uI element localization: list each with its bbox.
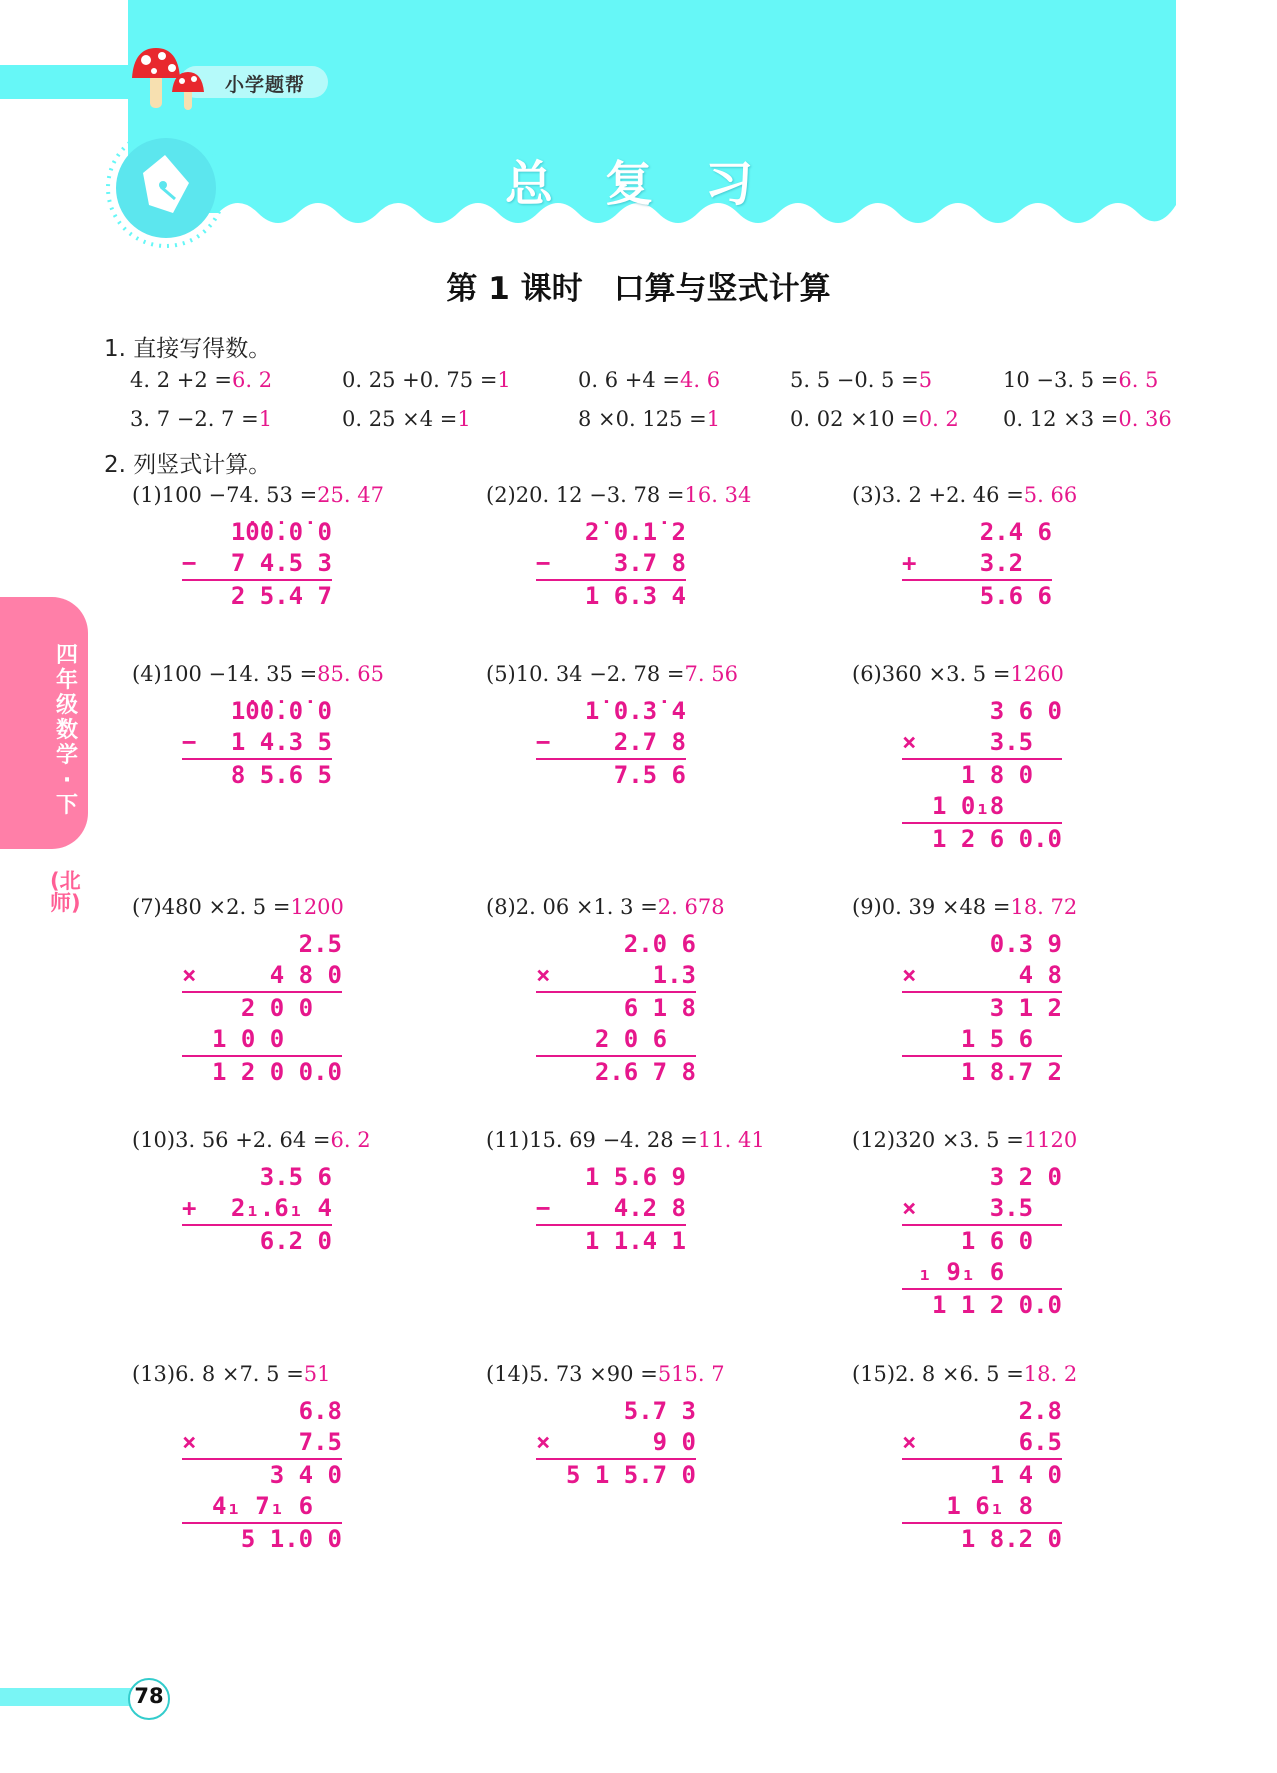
problem-answer: 1200	[290, 895, 344, 919]
calc-partial: 1 6₁ 8	[946, 1492, 1062, 1520]
oral-question: 4. 2 +2 =	[130, 368, 232, 392]
lesson-title: 第 1 课时 口算与竖式计算	[446, 271, 831, 307]
calc-operand-top: 1 5.6 9	[584, 1163, 686, 1191]
problem-statement	[852, 1128, 1077, 1152]
vertical-calc	[182, 929, 342, 1088]
oral-question: 0. 6 +4 =	[578, 368, 680, 392]
calc-operand-bottom: × 1.3	[536, 961, 696, 989]
problem-question: (2)20. 12 −3. 78 =	[486, 483, 685, 507]
section-1-title: 1. 直接写得数。	[104, 336, 272, 362]
problem-question: (10)3. 56 +2. 64 =	[132, 1128, 331, 1152]
calc-result: 1 8.7 2	[902, 1055, 1062, 1088]
calc-partial: 4₁ 7₁ 6	[211, 1492, 342, 1520]
vertical-calc	[182, 517, 332, 612]
calc-operator: ×	[536, 1428, 551, 1456]
calc-result: 1 8.2 0	[902, 1522, 1062, 1555]
problem-statement	[486, 662, 738, 686]
calc-operator: ×	[902, 728, 917, 756]
oral-question: 0. 12 ×3 =	[1003, 407, 1119, 431]
calc-operand-top: 3 2 0	[989, 1163, 1062, 1191]
calc-operand-bottom: × 3.5	[902, 728, 1062, 756]
problem-answer: 16. 34	[684, 483, 752, 507]
problem-statement	[852, 483, 1077, 507]
calc-partial: 6 1 8	[536, 991, 696, 1024]
calc-operator: ×	[182, 961, 197, 989]
calc-operand-bottom: × 7.5	[182, 1428, 342, 1456]
calc-result: 1 6.3 4	[536, 579, 686, 612]
oral-item	[578, 368, 720, 392]
oral-answer: 6. 5	[1118, 368, 1159, 392]
vertical-calc	[902, 517, 1052, 612]
problem-question: (3)3. 2 +2. 46 =	[852, 483, 1024, 507]
oral-answer: 0. 2	[918, 407, 959, 431]
problem-statement	[852, 1362, 1077, 1386]
problem-answer: 515. 7	[657, 1362, 725, 1386]
edition-label: (北师)	[50, 869, 81, 915]
calc-operand-bottom: × 3.5	[902, 1194, 1062, 1222]
problem-answer: 25. 47	[317, 483, 384, 507]
problem-statement	[486, 483, 751, 507]
problem-answer: 18. 2	[1023, 1362, 1078, 1386]
oral-item	[578, 407, 720, 431]
calc-operand-top: 1̇0̇0̇.0̇ 0	[230, 518, 332, 546]
calc-operand-top: 0.3 9	[989, 930, 1062, 958]
calc-partial: 1 0₁8	[931, 792, 1062, 820]
calc-result: 5.6 6	[902, 579, 1052, 612]
problem-question: (5)10. 34 −2. 78 =	[486, 662, 685, 686]
problem-answer: 1120	[1023, 1128, 1078, 1152]
vertical-calc	[902, 1396, 1062, 1555]
problem-statement	[132, 662, 384, 686]
calc-operator: −	[536, 549, 551, 577]
calc-operator: +	[182, 1194, 197, 1222]
vertical-calc	[536, 517, 686, 612]
calc-partial: 1 0 0	[211, 1025, 342, 1053]
oral-answer: 1	[497, 368, 511, 392]
calc-operand-top: 1̇ 0.3̇ 4	[584, 697, 686, 725]
problem-answer: 1260	[1010, 662, 1064, 686]
oral-question: 3. 7 −2. 7 =	[130, 407, 259, 431]
problem-statement	[132, 1128, 371, 1152]
calc-operand-top: 3.5 6	[259, 1163, 332, 1191]
calc-operator: ×	[536, 961, 551, 989]
calc-partial: 3 4 0	[182, 1458, 342, 1491]
calc-operand-top: 2̇ 0.1̇ 2	[584, 518, 686, 546]
problem-question: (14)5. 73 ×90 =	[486, 1362, 658, 1386]
oral-item	[130, 368, 272, 392]
problem-statement	[132, 895, 344, 919]
oral-item	[1003, 368, 1158, 392]
calc-operand-top: 2.4 6	[979, 518, 1052, 546]
calc-operator: −	[182, 728, 197, 756]
oral-answer: 1	[706, 407, 721, 431]
calc-partial: 1 8 0	[902, 758, 1062, 791]
problem-answer: 85. 65	[317, 662, 384, 686]
problem-answer: 2. 678	[657, 895, 725, 919]
problem-question: (4)100 −14. 35 =	[132, 662, 318, 686]
calc-operand-bottom: × 4 8 0	[182, 961, 342, 989]
calc-partial: 1 5 6	[960, 1025, 1062, 1053]
vertical-calc	[536, 1162, 686, 1257]
calc-partial: ₁ 9₁ 6	[917, 1258, 1062, 1286]
oral-question: 10 −3. 5 =	[1003, 368, 1119, 392]
pen-nib-icon	[103, 125, 229, 251]
vertical-calc	[182, 1396, 342, 1555]
oral-question: 8 ×0. 125 =	[578, 407, 707, 431]
problem-question: (8)2. 06 ×1. 3 =	[486, 895, 658, 919]
calc-operand-bottom: + 3.2	[902, 549, 1052, 577]
vertical-calc	[182, 696, 332, 791]
calc-operator: −	[182, 549, 197, 577]
calc-operand-bottom: + 2₁.6₁ 4	[182, 1194, 332, 1222]
calc-operator: ×	[182, 1428, 197, 1456]
calc-result: 8 5.6 5	[182, 758, 332, 791]
problem-question: (11)15. 69 −4. 28 =	[486, 1128, 698, 1152]
calc-operand-bottom: − 4.2 8	[536, 1194, 686, 1222]
oral-item	[130, 407, 272, 431]
problem-question: (15)2. 8 ×6. 5 =	[852, 1362, 1024, 1386]
oral-answer: 0. 36	[1118, 407, 1172, 431]
calc-operand-bottom: − 7 4.5 3	[182, 549, 332, 577]
vertical-calc	[536, 929, 696, 1088]
calc-result: 1 1.4 1	[536, 1224, 686, 1257]
vertical-calc	[902, 696, 1062, 855]
calc-result: 5 1.0 0	[182, 1522, 342, 1555]
calc-operator: ×	[902, 1194, 917, 1222]
calc-operand-bottom: − 2.7 8	[536, 728, 686, 756]
problem-answer: 7. 56	[684, 662, 738, 686]
problem-statement	[852, 895, 1077, 919]
calc-operand-top: 2.8	[1018, 1397, 1062, 1425]
calc-partial: 2 0 6	[594, 1025, 696, 1053]
oral-answer: 4. 6	[679, 368, 721, 392]
calc-operand-top: 3 6 0	[989, 697, 1062, 725]
problem-statement	[132, 1362, 331, 1386]
calc-partial: 1 6 0	[902, 1224, 1062, 1257]
calc-result: 1 2 0 0.0	[182, 1055, 342, 1088]
problem-statement	[132, 483, 384, 507]
chapter-title: 总复习	[505, 156, 806, 212]
vertical-calc	[536, 696, 686, 791]
calc-operand-bottom: − 1 4.3 5	[182, 728, 332, 756]
problem-statement	[852, 662, 1064, 686]
oral-answer: 5	[918, 368, 933, 392]
calc-partial: 1 4 0	[902, 1458, 1062, 1491]
calc-operand-top: 1̇0̇0̇.0̇ 0	[230, 697, 332, 725]
vertical-calc	[182, 1162, 332, 1257]
calc-operand-top: 5.7 3	[623, 1397, 696, 1425]
calc-result: 5 1 5.7 0	[536, 1458, 696, 1491]
problem-statement	[486, 1362, 725, 1386]
grade-label: 四年级数学·下	[55, 643, 78, 818]
oral-question: 0. 25 +0. 75 =	[342, 368, 498, 392]
problem-answer: 6. 2	[330, 1128, 371, 1152]
oral-item	[342, 368, 511, 392]
oral-item	[1003, 407, 1172, 431]
calc-operator: ×	[902, 1428, 917, 1456]
vertical-calc	[902, 1162, 1062, 1321]
vertical-calc	[902, 929, 1062, 1088]
calc-result: 6.2 0	[182, 1224, 332, 1257]
calc-operand-top: 2.5	[298, 930, 342, 958]
calc-operator: +	[902, 549, 917, 577]
oral-question: 5. 5 −0. 5 =	[790, 368, 919, 392]
section-2-title: 2. 列竖式计算。	[104, 452, 272, 478]
calc-result: 2.6 7 8	[536, 1055, 696, 1088]
problem-answer: 11. 41	[697, 1128, 765, 1152]
calc-operand-top: 6.8	[298, 1397, 342, 1425]
page-number: 78	[134, 1684, 164, 1708]
oral-question: 0. 02 ×10 =	[790, 407, 919, 431]
problem-answer: 18. 72	[1010, 895, 1078, 919]
calc-operator: −	[536, 728, 551, 756]
problem-answer: 5. 66	[1023, 483, 1078, 507]
problem-question: (12)320 ×3. 5 =	[852, 1128, 1024, 1152]
problem-question: (1)100 −74. 53 =	[132, 483, 318, 507]
calc-operand-top: 2.0 6	[623, 930, 696, 958]
oral-answer: 1	[457, 407, 471, 431]
calc-result: 7.5 6	[536, 758, 686, 791]
problem-statement	[486, 1128, 765, 1152]
problem-question: (9)0. 39 ×48 =	[852, 895, 1011, 919]
problem-question: (6)360 ×3. 5 =	[852, 662, 1011, 686]
calc-operand-bottom: − 3.7 8	[536, 549, 686, 577]
calc-result: 1 1 2 0.0	[902, 1288, 1062, 1321]
problem-question: (13)6. 8 ×7. 5 =	[132, 1362, 304, 1386]
oral-item	[790, 407, 959, 431]
oral-answer: 6. 2	[231, 368, 273, 392]
calc-result: 2 5.4 7	[182, 579, 332, 612]
calc-operand-bottom: × 6.5	[902, 1428, 1062, 1456]
vertical-calc	[536, 1396, 696, 1491]
calc-operand-bottom: × 9 0	[536, 1428, 696, 1456]
oral-item	[342, 407, 471, 431]
calc-operator: −	[536, 1194, 551, 1222]
problem-answer: 51	[303, 1362, 331, 1386]
brand-name: 小学题帮	[225, 74, 306, 96]
problem-statement	[486, 895, 725, 919]
calc-partial: 3 1 2	[902, 991, 1062, 1024]
problem-question: (7)480 ×2. 5 =	[132, 895, 291, 919]
calc-partial: 2 0 0	[182, 991, 342, 1024]
calc-result: 1 2 6 0.0	[902, 822, 1062, 855]
oral-item	[790, 368, 932, 392]
oral-question: 0. 25 ×4 =	[342, 407, 458, 431]
calc-operator: ×	[902, 961, 917, 989]
oral-answer: 1	[258, 407, 273, 431]
calc-operand-bottom: × 4 8	[902, 961, 1062, 989]
mushroom-icon	[128, 44, 214, 116]
